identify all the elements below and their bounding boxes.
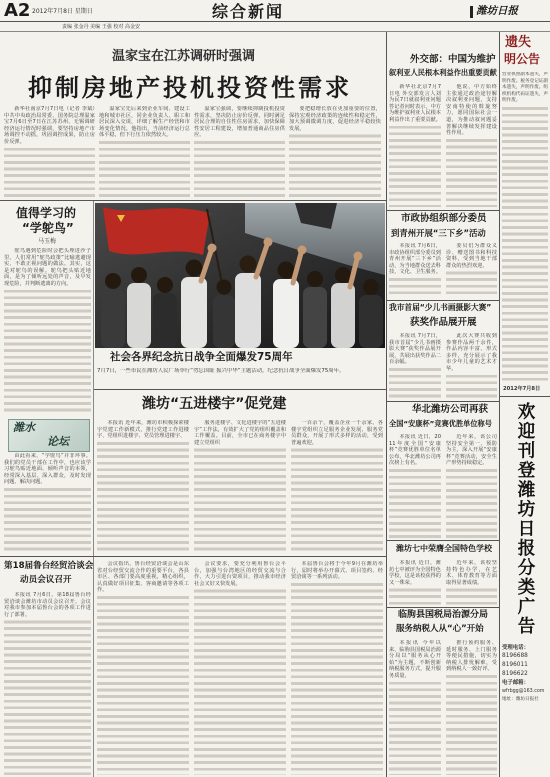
art-contest-headline-2: 获奖作品展开展 [410,317,477,328]
column-logo-line1: 潍水 [13,421,35,434]
lead-text: 新华社南京7月7日电（记者 李斌）中共中央政治局常委、国务院总理温家宝7月6日至7日在江苏苏州、无锡调研经济运行情况时强调，要坚持房地产市场调控不动摇，巩固调控成果，防止房价反弹。 [4,106,95,145]
trade-fair-column [291,561,383,775]
trade-fair-text: 本报讯 7月6日，第18届鲁台经贸洽谈会潍坊市动员会议召开。会议对我市参加本届鲁台会的各项工作进行了部署。 [4,592,91,618]
lead-column [289,106,381,198]
syria-headline: 外交部：中国为维护 [410,54,496,65]
trade-fair-text: 本届鲁台会将于今年9月在潍坊举行，届时将举办开幕式、项目签约、经贸洽谈等一系列活动。 [291,561,383,581]
art-contest-text: 本报讯 7月7日，我市首届“少儿书画摄影大赛”获奖作品展开展，共展出获奖作品二百余幅。 [389,333,441,366]
section-rule [387,607,499,608]
ankang-column [389,434,441,538]
tax-text: 推行预约服务、延时服务、上门服务等便民措施，切实为纳税人排忧解难，受到纳税人一致好评。 [446,640,497,673]
trade-fair-headline-2: 动员会议召开 [20,575,72,585]
column-rule [93,200,94,777]
section-rule [0,556,386,557]
contact-block [502,644,548,774]
lead-text: 要把稳增长放在更加重要的位置，保持宏观经济政策的连续性和稳定性，加大预调微调力度，促进经济平稳较快发展。 [289,106,381,132]
section-rule [387,540,499,541]
syria-text: 新华社北京7月7日电 外交部发言人刘为民7日就叙利亚问题答记者问时表示，中方为维护叙利亚人民根本利益作出了重要贡献。 [389,84,441,123]
ankang-headline-2: 全国“安康杯”竞赛优胜单位称号 [389,419,492,428]
commentary-text: 由此看来，“学鸵鸟”并非坏事。我们的党员干部在工作中，也应该学习鸵鸟贴近地面、倾听声音的本领，经常深入基层、深入群众，及时发现问题、解决问题。 [4,453,91,486]
school-text: 本报讯 近日，潍坊七中被评为全国特色学校，这是该校获得的又一殊荣。 [389,560,441,586]
newspaper-logo: 潍坊日报 [470,6,518,18]
commentary-column [4,453,91,553]
trade-fair-column [97,561,189,775]
editor-credits: 责编 张金丹 美编 王强 校对 高金安 [62,24,140,30]
commentary-column [4,248,91,415]
tax-headline-2: 服务纳税人从“心”开始 [396,624,484,634]
notice-text: 营业执照副本遗失，声明作废。税务登记证副本遗失，声明作废。组织机构代码证遗失，声明作废。 [502,72,548,104]
cppcc-headline-2: 到青州开展“三下乡”活动 [391,228,486,238]
column-logo-line2: 论坛 [47,435,69,448]
tax-column [446,640,497,775]
header-rule-lower [0,31,550,32]
tax-text: 本报讯 今年以来，临朐县国税局治源分局以“服务从心开始”为主题，不断创新纳税服务方式，提升服务质量， [389,640,441,679]
lead-column [4,106,95,198]
column-rule [499,32,500,777]
notice-title-2: 明公告 [504,52,541,66]
party-building-text: 服务进楼宇、文化进楼宇的“五进楼宇”工作法，有效扩大了党的组织覆盖和工作覆盖。目前，全市已在商务楼宇中建立党组织 [194,420,286,446]
art-contest-column [446,333,497,398]
trade-fair-headline: 第18届鲁台经贸洽谈会 [4,561,94,571]
commemoration-photo [95,203,385,348]
contact-line: 受理电话： [502,645,529,651]
cppcc-text: 本报讯 7月6日，市政协组织部分委员到青州开展“三下乡”活动，为当地群众送去科技、文化、卫生服务。 [389,243,441,276]
lead-column [194,106,285,198]
lead-headline: 抑制房地产投机投资性需求 [28,74,352,102]
commentary-title-quote: “学鸵鸟” [22,221,74,235]
school-headline: 潍坊七中荣膺全国特色学校 [396,544,492,553]
party-building-column [97,420,189,553]
lead-text: 温家宝先后来到企业车间、建设工地和城市社区，同企业负责人、职工和居民深入交谈，详细了解生产经营和市场变化情况。他指出，当前经济运行总体平稳，但下行压力依然较大。 [99,106,190,139]
section-rule [0,200,386,201]
contact-line: wfrbgg@163.com [502,689,545,694]
commentary-author: 马玉梅 [38,238,57,245]
lead-kicker: 温家宝在江苏调研时强调 [112,49,256,64]
trade-fair-column [194,561,286,775]
art-contest-text: 此次大赛共收到参赛作品两千余件，作品内容丰富、形式多样，充分展示了我市少年儿童的艺术才华。 [446,333,497,372]
school-column [389,560,441,605]
red-flag [103,207,210,255]
contact-line: 电子邮箱： [502,680,529,686]
section-rule [94,389,386,390]
tax-column [389,640,441,775]
party-building-text: 本报讯 近年来，潍坊市积极探索楼宇党建工作新模式，推行党建工作进楼宇、党组织进楼宇、党员管理进楼宇、 [97,420,189,440]
tax-headline: 临朐县国税局治源分局 [398,610,489,620]
lead-column [99,106,190,198]
party-building-column [291,420,383,553]
art-contest-headline: 我市首届“少儿书画摄影大赛” [389,303,492,312]
syria-headline-2: 叙利亚人民根本利益作出重要贡献 [389,68,497,77]
notice-date: 2012年7月8日 [503,386,541,392]
commentary-title: 值得学习的 [16,206,77,220]
section-rule [387,210,499,211]
party-building-column [194,420,286,553]
party-building-text: 一百余个，覆盖企业一千余家。各楼宇党组织立足服务企业发展、服务党员群众，开展了形式多样的活动，受到普遍欢迎。 [291,420,383,446]
column-logo [8,419,90,452]
commentary-text: 鸵鸟遇到危险时会把头埋进沙子里，人们常用“鸵鸟政策”比喻逃避现实、不敢正视问题的做法。其实，这是对鸵鸟的误解。鸵鸟把头贴近地面，是为了倾听远处的声音，及早发现危险，并判断逃离的方向。 [4,248,91,287]
ankang-text: 本报讯 近日，2011年度全国“安康杯”竞赛优胜单位名单公布，华北潍坊公司再次榜上有名。 [389,434,441,467]
contact-line: 8196011 [502,662,528,668]
photo-caption: 7月7日，一些市民在潍坊人民广场举行“勿忘国耻 振兴中华”主题活动，纪念抗日战争全面爆发75周年。 [97,368,345,374]
syria-text: 他说，中方始终主张通过政治途径解决叙利亚问题，支持安南特使的斡旋努力，愿同国际社会一道，为推动叙问题妥善解决继续发挥建设性作用。 [446,84,497,137]
page-number: A2 [4,0,31,21]
school-column [446,560,497,605]
art-contest-column [389,333,441,398]
cppcc-column [389,243,441,298]
school-text: 近年来，该校坚持特色办学，在艺术、体育教育等方面取得显著成绩。 [446,560,497,586]
section-rule [387,300,499,301]
contact-line: 8196622 [502,671,528,677]
cppcc-headline: 市政协组织部分委员 [401,213,487,224]
ankang-text: 近年来，该公司坚持安全第一、预防为主，深入开展“安康杯”竞赛活动，安全生产形势持续稳定。 [446,434,497,467]
cppcc-column [446,243,497,298]
issue-date: 2012年7月8日 星期日 [32,8,93,15]
notice-title: 遗失 [505,35,532,50]
trade-fair-text: 会议指出，鲁台经贸洽谈会是山东省对台经贸交流合作的重要平台，各县市区、各部门要高度重视，精心组织，认真做好项目征集、客商邀请等各项工作。 [97,561,189,594]
section-title: 综合新闻 [212,2,285,21]
trade-fair-text: 会议要求，要充分利用鲁台会平台，加强与台湾地区的经贸交流与合作，大力引进台资项目，推动我市经济社会又好又快发展。 [194,561,286,587]
ankang-column [446,434,497,538]
classified-ad-slogan: 欢迎刊登潍坊日报分类广告 [515,402,535,636]
trade-fair-column [4,592,91,775]
header-rule [0,21,550,22]
contact-line: 地址：潍坊日报社 [502,697,539,702]
photo-headline: 社会各界纪念抗日战争全面爆发75周年 [110,351,293,363]
syria-column [446,84,497,207]
ankang-headline: 华北潍坊公司再获 [412,404,489,415]
party-building-headline: 潍坊“五进楼宇”促党建 [142,396,287,412]
cppcc-text: 委员们为群众义诊、赠送图书和科技资料，受到当地干部群众的热烈欢迎。 [446,243,497,269]
contact-line: 8196688 [502,653,528,659]
section-rule [387,401,499,402]
section-rule [500,396,550,397]
syria-column [389,84,441,207]
lead-text: 温家宝强调，要继续抑制投机投资性需求，坚决防止房价反弹，同时满足居民合理的自住性住房需求，加快保障性安居工程建设，增加普通商品住房供应。 [194,106,285,139]
column-rule [386,32,387,777]
notice-listing [502,72,548,382]
